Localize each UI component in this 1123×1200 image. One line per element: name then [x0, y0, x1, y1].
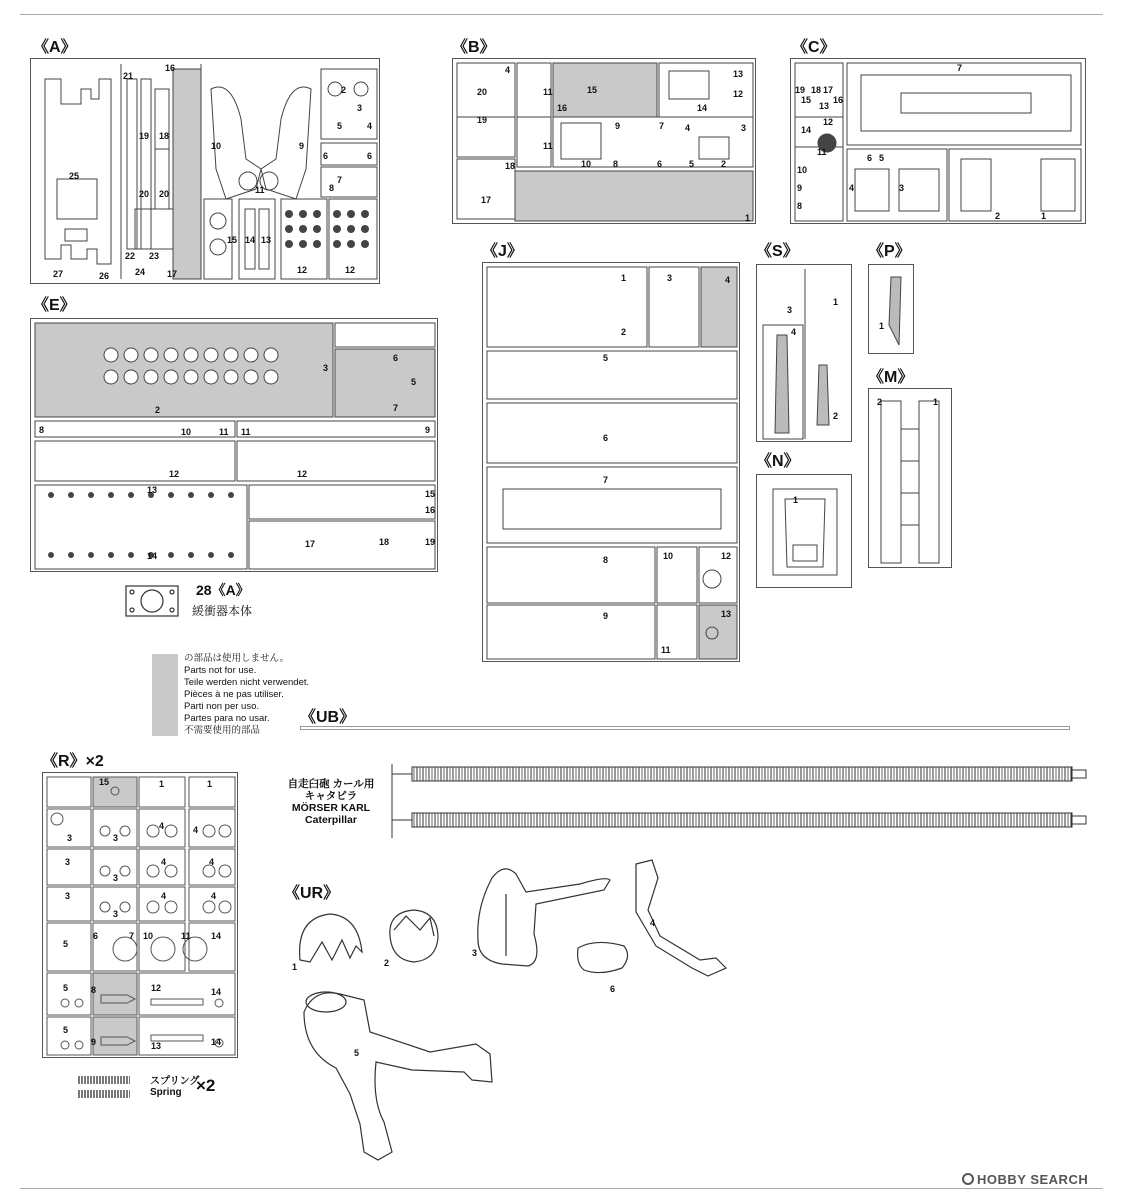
part-m-2: 2 [877, 397, 883, 407]
sprue-p-label: 《P》 [868, 243, 911, 260]
part-r-3b: 3 [113, 833, 119, 843]
part-s-3: 3 [787, 305, 793, 315]
part-a-18: 18 [159, 131, 170, 141]
spring-jp: スプリング [150, 1076, 200, 1087]
legend-line-3: Teile werden nicht verwendet. [184, 677, 310, 688]
part-b-7: 7 [659, 121, 665, 131]
part-r-15: 15 [99, 777, 110, 787]
part-c-5: 5 [879, 153, 885, 163]
sprue-e-frame [30, 318, 438, 572]
sprue-j-frame [482, 262, 740, 662]
part-a-6a: 6 [323, 151, 329, 161]
part-28a-caption: 緩衝器本体 [192, 604, 253, 618]
sprue-n-frame [756, 474, 852, 588]
part-e-19: 19 [425, 537, 436, 547]
part-a-17: 17 [167, 269, 178, 279]
part-r-3c: 3 [65, 857, 71, 867]
part-b-9: 9 [615, 121, 621, 131]
sprue-ur-label: 《UR》 [284, 885, 340, 902]
part-r-7: 7 [129, 931, 135, 941]
part-b-17: 17 [481, 195, 492, 205]
caterpillar-tracks [392, 764, 1098, 838]
part-j-13: 13 [721, 609, 732, 619]
part-c-16: 16 [833, 95, 844, 105]
sprue-j-label: 《J》 [482, 243, 523, 260]
part-c-11: 11 [817, 147, 827, 157]
sprue-e-drawing [31, 319, 439, 573]
part-b-3: 3 [741, 123, 747, 133]
part-r-4f: 4 [211, 891, 217, 901]
bottom-rule [20, 1188, 1103, 1189]
part-e-11b: 11 [241, 427, 251, 437]
legend-line-5: Parti non per uso. [184, 701, 259, 712]
part-ur-5: 5 [354, 1048, 360, 1058]
part-e-11a: 11 [219, 427, 229, 437]
part-j-6: 6 [603, 433, 609, 443]
legend-grey-swatch [152, 654, 178, 736]
part-e-16: 16 [425, 505, 436, 515]
sprue-b-frame [452, 58, 756, 224]
caterpillar-line-2: キャタピラ [304, 790, 358, 802]
part-r-5b: 5 [63, 983, 69, 993]
watermark-logo-icon [962, 1173, 974, 1185]
part-c-13: 13 [819, 101, 830, 111]
sprue-a-drawing [31, 59, 381, 285]
part-r-5a: 5 [63, 939, 69, 949]
part-c-7: 7 [957, 63, 963, 73]
sprue-r-frame [42, 772, 238, 1058]
part-r-1a: 1 [159, 779, 165, 789]
part-c-1: 1 [1041, 211, 1047, 221]
sprue-a-frame [30, 58, 380, 284]
part-j-11: 11 [661, 645, 671, 655]
part-b-8: 8 [613, 159, 619, 169]
part-r-3d: 3 [113, 873, 119, 883]
watermark [962, 1172, 1088, 1187]
sprue-m-frame [868, 388, 952, 568]
part-c-10: 10 [797, 165, 808, 175]
part-b-12: 12 [733, 89, 744, 99]
part-b-5: 5 [689, 159, 695, 169]
caterpillar-line-4: Caterpillar [305, 814, 357, 826]
part-a-19: 19 [139, 131, 150, 141]
part-j-10: 10 [663, 551, 674, 561]
part-e-17: 17 [305, 539, 316, 549]
part-r-4e: 4 [161, 891, 167, 901]
part-r-10: 10 [143, 931, 154, 941]
part-ur-2: 2 [384, 958, 390, 968]
sprue-j-drawing [483, 263, 741, 663]
part-r-14b: 14 [211, 987, 222, 997]
part-a-3: 3 [357, 103, 363, 113]
part-r-9: 9 [91, 1037, 97, 1047]
part-b-13: 13 [733, 69, 744, 79]
part-a-15: 15 [227, 235, 238, 245]
caterpillar-line-1: 自走臼砲 カール用 [287, 778, 375, 790]
ub-top-sprue-bar [300, 726, 1070, 730]
spring-en: Spring [150, 1087, 182, 1098]
part-a-23: 23 [149, 251, 160, 261]
part-a-14: 14 [245, 235, 256, 245]
part-c-19: 19 [795, 85, 806, 95]
part-r-8: 8 [91, 985, 97, 995]
part-a-8: 8 [329, 183, 335, 193]
part-e-13: 13 [147, 485, 158, 495]
part-b-11b: 11 [543, 141, 553, 151]
sprue-n-label: 《N》 [756, 453, 800, 470]
part-r-13: 13 [151, 1041, 162, 1051]
sprue-p-frame [868, 264, 914, 354]
part-a-12b: 12 [345, 265, 356, 275]
spring-drawing [78, 1074, 134, 1100]
part-r-14c: 14 [211, 1037, 222, 1047]
part-r-11: 11 [181, 931, 191, 941]
part-a-16: 16 [165, 63, 176, 73]
sprue-b-drawing [453, 59, 757, 225]
part-e-9: 9 [425, 425, 431, 435]
part-s-1: 1 [833, 297, 839, 307]
sprue-s-drawing [757, 265, 853, 443]
part-b-4: 4 [505, 65, 511, 75]
part-a-21: 21 [123, 71, 134, 81]
part-e-2: 2 [155, 405, 161, 415]
legend-line-7: 不需要使用的部品 [184, 725, 261, 736]
part-a-12a: 12 [297, 265, 308, 275]
part-e-10: 10 [181, 427, 192, 437]
part-s-2: 2 [833, 411, 839, 421]
part-b-10: 10 [581, 159, 592, 169]
spring-caption [150, 1076, 199, 1098]
sprue-m-label: 《M》 [868, 369, 914, 386]
part-a-7: 7 [337, 175, 343, 185]
part-e-6: 6 [393, 353, 399, 363]
part-p-1: 1 [879, 321, 885, 331]
part-r-3a: 3 [67, 833, 73, 843]
watermark-text: HOBBY SEARCH [977, 1172, 1089, 1187]
part-m-1: 1 [933, 397, 939, 407]
part-a-25: 25 [69, 171, 80, 181]
sprue-r-drawing [43, 773, 239, 1059]
legend-line-6: Partes para no usar. [184, 713, 270, 724]
part-a-5: 5 [337, 121, 343, 131]
sprue-s-frame [756, 264, 852, 442]
part-b-2: 2 [721, 159, 727, 169]
part-28a-label: 28《A》 [196, 582, 250, 598]
part-j-4: 4 [725, 275, 731, 285]
part-b-1: 1 [745, 213, 751, 223]
part-a-20b: 20 [159, 189, 170, 199]
part-a-22: 22 [125, 251, 136, 261]
part-e-8: 8 [39, 425, 45, 435]
part-c-3: 3 [899, 183, 905, 193]
part-e-18: 18 [379, 537, 390, 547]
sprue-c-frame [790, 58, 1086, 224]
part-b-18: 18 [505, 161, 516, 171]
part-a-2: 2 [341, 85, 347, 95]
sprue-ub-label: 《UB》 [300, 709, 356, 726]
sprue-r-name: 《R》 [42, 753, 86, 770]
part-r-6: 6 [93, 931, 99, 941]
part-a-6b: 6 [367, 151, 373, 161]
top-rule [20, 14, 1103, 15]
part-c-4: 4 [849, 183, 855, 193]
legend-line-1: の部品は使用しません。 [184, 653, 290, 664]
sprue-a-label: 《A》 [33, 39, 77, 56]
part-b-14: 14 [697, 103, 708, 113]
part-ur-1: 1 [292, 962, 298, 972]
spring-multiplier: ×2 [196, 1076, 216, 1095]
part-r-4b: 4 [193, 825, 199, 835]
part-r-3f: 3 [113, 909, 119, 919]
part-a-13: 13 [261, 235, 272, 245]
part-ur-6: 6 [610, 984, 616, 994]
part-j-9: 9 [603, 611, 609, 621]
part-c-9: 9 [797, 183, 803, 193]
part-j-2: 2 [621, 327, 627, 337]
part-r-14a: 14 [211, 931, 222, 941]
part-e-12a: 12 [169, 469, 180, 479]
part-r-1b: 1 [207, 779, 213, 789]
part-b-19: 19 [477, 115, 488, 125]
sprue-r-label [42, 748, 104, 771]
part-c-18: 18 [811, 85, 822, 95]
part-r-4c: 4 [161, 857, 167, 867]
part-e-15: 15 [425, 489, 436, 499]
part-e-7: 7 [393, 403, 399, 413]
part-b-11a: 11 [543, 87, 553, 97]
part-r-3e: 3 [65, 891, 71, 901]
part-a-27: 27 [53, 269, 64, 279]
part-c-2: 2 [995, 211, 1001, 221]
sprue-c-label: 《C》 [792, 39, 836, 56]
part-a-10: 10 [211, 141, 222, 151]
part-r-4a: 4 [159, 821, 165, 831]
part-j-7: 7 [603, 475, 609, 485]
part-r-5c: 5 [63, 1025, 69, 1035]
caterpillar-line-3: MÖRSER KARL [291, 802, 371, 814]
legend-line-4: Pièces à ne pas utiliser. [184, 689, 284, 700]
part-b-15: 15 [587, 85, 598, 95]
sprue-c-drawing [791, 59, 1087, 225]
part-e-12b: 12 [297, 469, 308, 479]
part-j-5: 5 [603, 353, 609, 363]
part-e-5: 5 [411, 377, 417, 387]
part-j-3: 3 [667, 273, 673, 283]
part-c-14: 14 [801, 125, 812, 135]
part-a-4: 4 [367, 121, 373, 131]
sprue-b-label: 《B》 [452, 39, 496, 56]
part-b-16: 16 [557, 103, 568, 113]
part-e-14: 14 [147, 551, 158, 561]
part-a-11: 11 [255, 185, 265, 195]
ur-figure-drawing [280, 856, 760, 1176]
part-ur-3: 3 [472, 948, 478, 958]
sprue-s-label: 《S》 [756, 243, 799, 260]
legend-line-2: Parts not for use. [184, 665, 257, 676]
part-a-20a: 20 [139, 189, 150, 199]
part-b-4b: 4 [685, 123, 691, 133]
part-c-6: 6 [867, 153, 873, 163]
part-e-3: 3 [323, 363, 329, 373]
part-j-12: 12 [721, 551, 732, 561]
part-b-6: 6 [657, 159, 663, 169]
part-r-12: 12 [151, 983, 162, 993]
sprue-r-multiplier: ×2 [85, 753, 104, 770]
sprue-n-drawing [757, 475, 853, 589]
part-28a-drawing [124, 584, 184, 618]
part-b-20: 20 [477, 87, 488, 97]
part-c-17: 17 [823, 85, 834, 95]
part-j-1: 1 [621, 273, 627, 283]
caterpillar-caption [276, 778, 386, 826]
part-a-24: 24 [135, 267, 146, 277]
sprue-m-drawing [869, 389, 953, 569]
part-r-4d: 4 [209, 857, 215, 867]
part-n-1: 1 [793, 495, 799, 505]
sprue-e-label: 《E》 [33, 297, 76, 314]
legend-text [184, 653, 309, 737]
part-c-12: 12 [823, 117, 834, 127]
part-c-8: 8 [797, 201, 803, 211]
part-a-9: 9 [299, 141, 305, 151]
part-c-15: 15 [801, 95, 812, 105]
part-j-8: 8 [603, 555, 609, 565]
part-s-4: 4 [791, 327, 797, 337]
part-a-26: 26 [99, 271, 110, 281]
sprue-p-drawing [869, 265, 915, 355]
part-ur-4: 4 [650, 918, 656, 928]
